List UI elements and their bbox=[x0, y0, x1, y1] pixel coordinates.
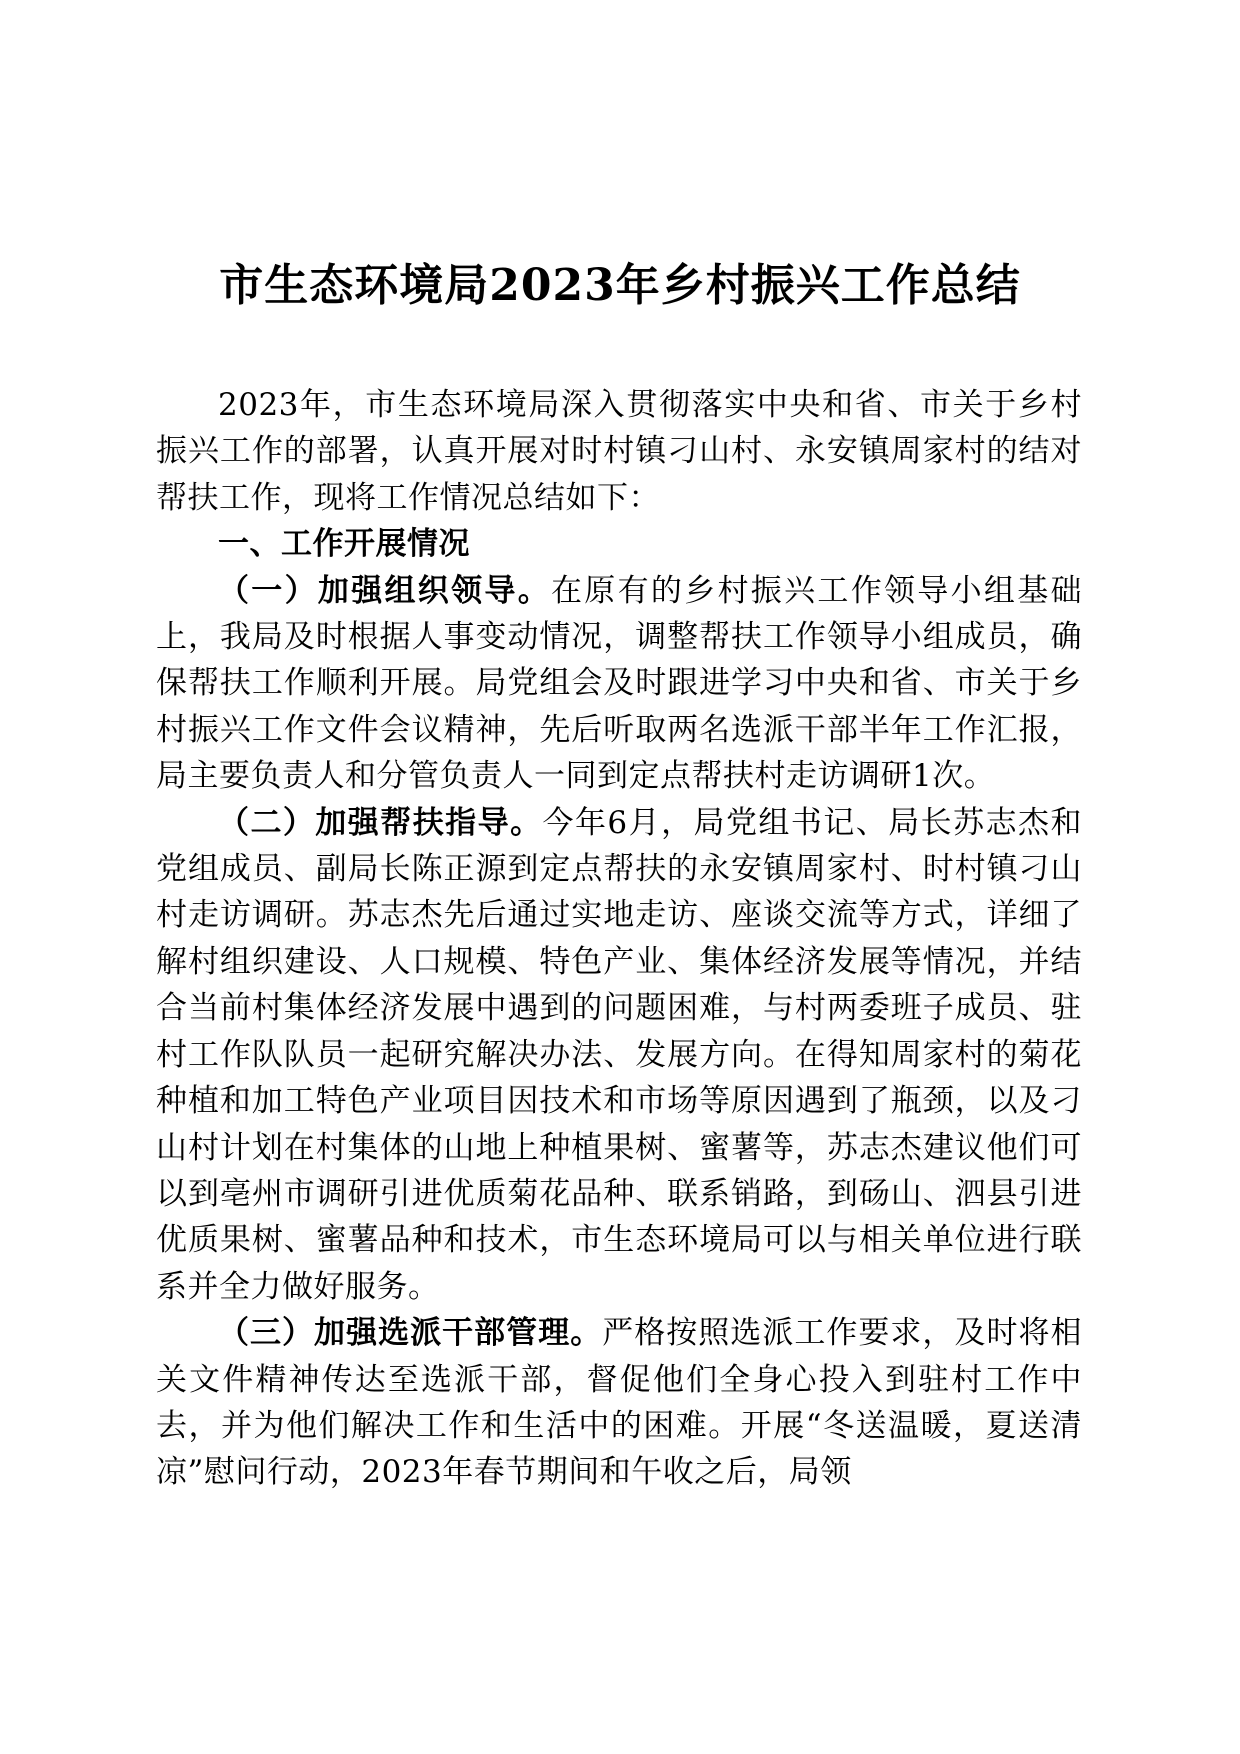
item-3-lead: （三）加强选派干部管理。 bbox=[218, 1315, 603, 1352]
intro-paragraph: 2023年，市生态环境局深入贯彻落实中央和省、市关于乡村振兴工作的部署，认真开展对时村镇刁山村、永安镇周家村的结对帮扶工作，现将工作情况总结如下： bbox=[156, 387, 1082, 516]
document-title: 市生态环境局2023年乡村振兴工作总结 bbox=[219, 260, 1021, 311]
section-heading: 一、工作开展情况 bbox=[218, 526, 470, 563]
document-body bbox=[156, 382, 1082, 1496]
paragraph-item-1 bbox=[156, 568, 1082, 800]
item-1-text: 在原有的乡村振兴工作领导小组基础上，我局及时根据人事变动情况，调整帮扶工作领导小组成员，确保帮扶工作顺利开展。局党组会及时跟进学习中央和省、市关于乡村振兴工作文件会议精神，先后听取两名选派干部半年工作汇报，局主要负责人和分管负责人一同到定点帮扶村走访调研1次。 bbox=[156, 572, 1082, 795]
paragraph-item-3 bbox=[156, 1310, 1082, 1496]
paragraph-item-2 bbox=[156, 800, 1082, 1310]
item-3-text: 严格按照选派工作要求，及时将相关文件精神传达至选派干部，督促他们全身心投入到驻村工作中去，并为他们解决工作和生活中的困难。开展“冬送温暖，夏送清凉”慰问行动，2023年春节期间和午收之后，局领 bbox=[156, 1315, 1083, 1491]
item-1-lead: （一）加强组织领导。 bbox=[218, 572, 551, 609]
item-2-text: 今年6月，局党组书记、局长苏志杰和党组成员、副局长陈正源到定点帮扶的永安镇周家村、时村镇刁山村走访调研。苏志杰先后通过实地走访、座谈交流等方式，详细了解村组织建设、人口规模、特色产业、集体经济发展等情况，并结合当前村集体经济发展中遇到的问题困难，与村两委班子成员、驻村工作队队员一起研究解决办法、发展方向。在得知周家村的菊花种植和加工特色产业项目因技术和市场等原因遇到了瓶颈，以及刁山村计划在村集体的山地上种植果树、蜜薯等，苏志杰建议他们可以到亳州市调研引进优质菊花品种、联系销路，到砀山、泗县引进优质果树、蜜薯品种和技术，市生态环境局可以与相关单位进行联系并全力做好服务。 bbox=[156, 804, 1082, 1305]
item-2-lead: （二）加强帮扶指导。 bbox=[218, 804, 543, 841]
